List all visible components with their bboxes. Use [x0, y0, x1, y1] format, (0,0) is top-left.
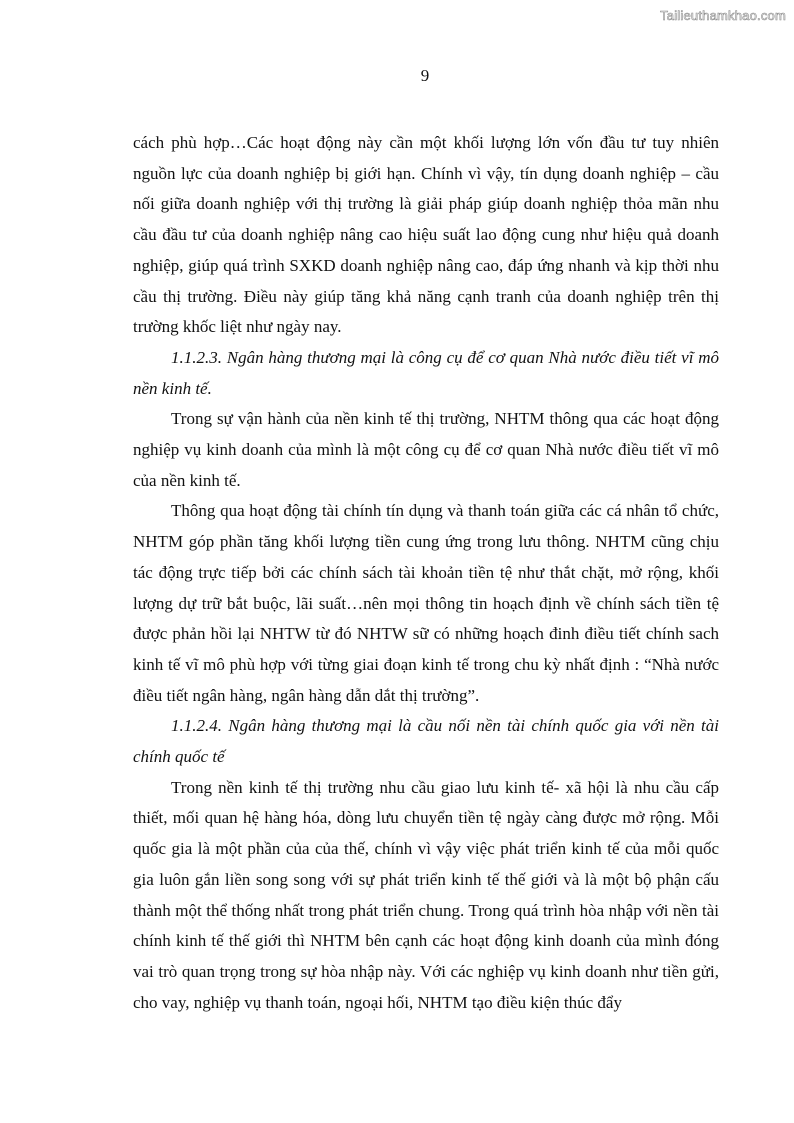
- watermark: Tailieuthamkhao.com: [660, 8, 786, 23]
- paragraph: Trong nền kinh tế thị trường nhu cầu giao lưu kinh tế- xã hội là nhu cầu cấp thiết, mối quan hệ hàng hóa, dòng lưu chuyển tiền tệ ngày càng được mở rộng. Mỗi quốc gia là một phần của của thế, chính vì vậy việc phát triển kinh tế của mỗi quốc gia luôn gắn liền song song với sự phát triển kinh tế thế giới và là một bộ phận cấu thành một thể thống nhất trong phát triển chung. Trong quá trình hòa nhập với nền tài chính kinh tế thế giới thì NHTM bên cạnh các hoạt động kinh doanh của mình đóng vai trò quan trọng trong sự hòa nhập này. Với các nghiệp vụ kinh doanh như tiền gửi, cho vay, nghiệp vụ thanh toán, ngoại hối, NHTM tạo điều kiện thúc đẩy: [133, 777, 719, 1012]
- paragraph: Thông qua hoạt động tài chính tín dụng và thanh toán giữa các cá nhân tổ chức, NHTM góp phần tăng khối lượng tiền cung ứng trong lưu thông. NHTM cũng chịu tác động trực tiếp bởi các chính sách tài khoản tiền tệ như thắt chặt, mở rộng, khối lượng dự trữ bắt buộc, lãi suất…nên mọi thông tin hoạch định về chính sách tiền tệ được phản hồi lại NHTW từ đó NHTW sữ có những hoạch đinh điều tiết chính sach kinh tế vĩ mô phù hợp với từng giai đoạn kinh tế trong chu kỳ nhất định : “Nhà nước điều tiết ngân hàng, ngân hàng dẫn dắt thị trường”.: [133, 501, 719, 705]
- paragraph-continuation: cách phù hợp…Các hoạt động này cần một khối lượng lớn vốn đầu tư tuy nhiên nguồn lực của doanh nghiệp bị giới hạn. Chính vì vậy, tín dụng doanh nghiệp – cầu nối giữa doanh nghiệp với thị trường là giải pháp giúp doanh nghiệp thỏa mãn nhu cầu đầu tư của doanh nghiệp nâng cao hiệu suất lao động cung như hiệu quả doanh nghiệp, giúp quá trình SXKD doanh nghiệp nâng cao, đáp ứng nhanh và kịp thời nhu cầu thị trường. Điều này giúp tăng khả năng cạnh tranh của doanh nghiệp trên thị trường khốc liệt như ngày nay.: [133, 133, 719, 337]
- paragraph: Trong sự vận hành của nền kinh tế thị trường, NHTM thông qua các hoạt động nghiệp vụ kinh doanh của mình là một công cụ để cơ quan Nhà nước điều tiết vĩ mô của nền kinh tế.: [133, 409, 719, 490]
- section-heading-1-1-2-4: 1.1.2.4. Ngân hàng thương mại là cầu nối nền tài chính quốc gia với nền tài chính quốc tế: [133, 716, 719, 767]
- document-body: [133, 128, 719, 1018]
- section-heading-1-1-2-3: 1.1.2.3. Ngân hàng thương mại là công cụ để cơ quan Nhà nước điều tiết vĩ mô nền kinh tế.: [133, 347, 719, 398]
- page-number: 9: [420, 66, 430, 85]
